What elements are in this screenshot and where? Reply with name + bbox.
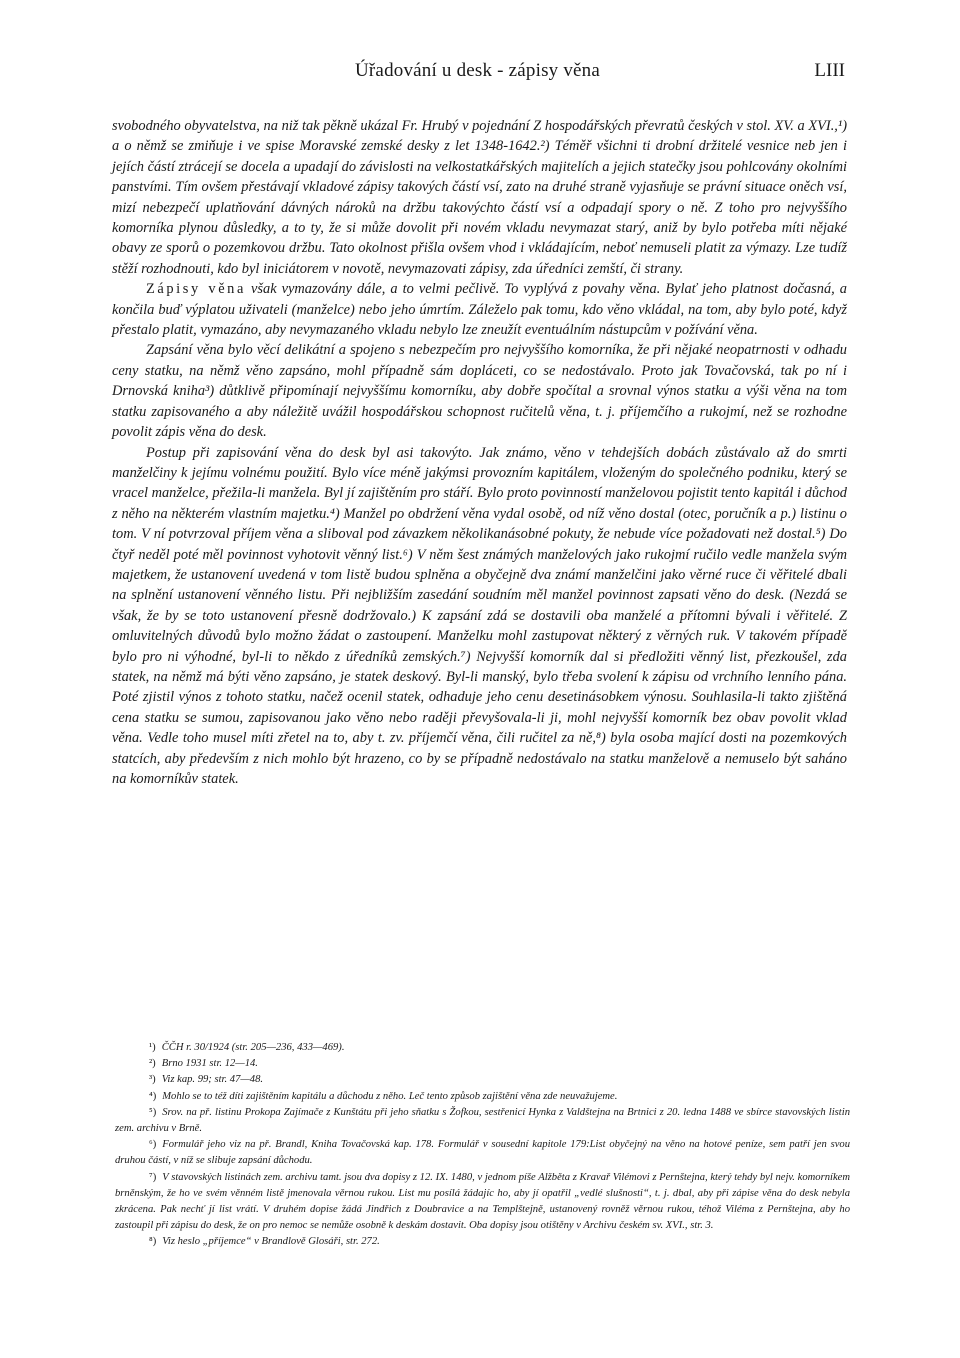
footnote-3 [115, 1072, 850, 1088]
footnote-mark: ³) [149, 1074, 156, 1086]
footnote-mark: ⁴) [149, 1090, 157, 1102]
footnote-5 [115, 1105, 850, 1137]
paragraph-1: svobodného obyvatelstva, na niž tak pěkně ukázal Fr. Hrubý v pojednání Z hospodářských převratů českých v stol. XV. a XVI.,¹) a o němž se zmiňuje i ve spise Moravské zemské desky z let 1348-1642.²) Téměř všichni ti drobní držitelé vesnice neb jen i jejích částí ztrácejí se docela a upadají do závislosti na velkostatkářských majitelích a jejich statečky jsou pohlcovány okolními panstvími. Tím ovšem přestávají vkladové zápisy takových částí vsí, zato na druhé straně vyjasňuje se právní situace oněch vsí, mizí nebezpečí uplatňování dávných nároků na držbu takovýchto částí vsí a odpadají spory o ně. Z toho pro nejvyššího komorníka plynou důsledky, a to ty, že si může dovolit při novém vkladu nevymazat starý, aniž by bylo potřeba míti nějaké obavy ze sporů o pozemkovou držbu. Tato okolnost přišla ovšem vhod i vkládajícím, neboť nemuseli platit za výmazy. Lze tudíž stěží rozhodnouti, kdo byl iniciátorem v novotě, nevymazovati zápisy, zda úředníci zemští, či strany. [112, 118, 847, 277]
running-head [110, 56, 845, 90]
footnote-mark: ⁵) [149, 1106, 157, 1118]
paragraph-2-lead: Zápisy věna [146, 281, 246, 298]
paragraph-4: Postup při zapisování věna do desk byl asi takovýto. Jak známo, věno v tehdejších dobách zůstávalo až do smrti manželčiny k jejímu volnému použití. Bylo více méně jakýmsi provozním kapitálem, vloženým do společného podniku, který se vracel manželce, přežila-li manžela. Byl jí zajištěním pro stáří. Bylo proto povinností manželovou pojistit tento kapitál i důchod z něho na některém vlastním majetku.⁴) Manžel po obdržení věna vydal osobě, od níž věno dostal (otec, poručník a p.) listinu o tom. V ní potvrzoval příjem věna a sliboval pod závazkem několikanásobné pokuty, že nebude více požadovati než dostal.⁵) Do čtyř neděl poté měl povinnost vyhotovit věnný list.⁶) V něm šest známých manželových jako rukojmí ručilo vedle manžela svým majetkem, že ustanovení uvedená v tom listě budou splněna a obyčejně dva známí manželčini jako věrné ruce či věřitelé dbali na splnění ustanovení věnného listu. Při nejbližším zasedání soudním měl manžel povinnost zapsati věno do desk. (Nezdá se však, že by se toto ustanovení přesně dodržovalo.) K zapsání zdá se dostavili oba manželé a přítomni bývali i věřitelé. Z omluvitelných důvodů bylo možno žádat o zastoupení. Manželku mohl zastupovat některý z věrných ruk. V takovém případě bylo pro ni výhodné, byl-li to někdo z úředníků zemských.⁷) Nejvyšší komorník dal si předložiti věnný list, přezkoušel, zda statek, na němž má býti věno zapsáno, je statek deskový. Byl-li manský, bylo třeba svolení k zápisu od vrchního lenního pána. Poté zjistil výnos z tohoto statku, načež ocenil statek, odhaduje jeho cenu desetinásobkem výnosu. Souhlasila-li takto zjištěná cena statku se sumou, zapisovanou jako věno nebo raději převyšovala-li ji, mohl nejvyšší komorník bez obav povolit vklad věna. Vedle toho musel míti zřetel na to, aby t. zv. příjemčí věna, čili ručitel za ně,⁸) byla osoba mající dosti na pozemkových statcích, aby především z nich mohlo být hrazeno, co by se případně nedostávalo na statku manželově a nemuselo být saháno na komorníkův statek. [112, 444, 847, 787]
body-text [112, 116, 847, 789]
footnote-6 [115, 1137, 850, 1169]
footnote-text: Mohlo se to též díti zajištěním kapitálu a důchodu z něho. Leč tento způsob zajištění věna zde neuvažujeme. [162, 1090, 618, 1102]
footnote-mark: ²) [149, 1058, 156, 1070]
footnote-8 [115, 1234, 850, 1250]
footnote-text: Srov. na př. listinu Prokopa Zajímače z Kunštátu při jeho sňatku s Žofkou, sestřenicí Hynka z Valdštejna na Brtnici z 20. ledna 1488 ve sbírce stavovských listin zem. archivu v Brně. [115, 1106, 850, 1135]
paragraph-2-text: však vymazovány dále, a to velmi pečlivě. To vyplývá z povahy věna. Bylať jeho platnost dočasná, a končila buď výplatou uživateli (manželce) nebo jeho úmrtím. Záleželo pak tomu, kdo věno vkládal, na tom, aby bylo poté, když přestalo platit, vymazáno, aby nevymazaného vkladu nebylo lze zneužít eventuálním nástupcům v požívání věna. [112, 281, 847, 339]
footnote-mark: ¹) [149, 1042, 156, 1053]
footnote-mark: ⁸) [149, 1236, 157, 1248]
footnote-mark: ⁶) [149, 1139, 157, 1151]
footnote-text: Formulář jeho viz na př. Brandl, Kniha Tovačovská kap. 178. Formulář v sousední kapitole 179:List obyčejný na věno na hotové peníze, sem patří jen svou druhou částí, v níž se slibuje zapsání důchodu. [115, 1139, 850, 1167]
footnote-text: V stavovských listinách zem. archivu tamt. jsou dva dopisy z 12. IX. 1480, v jednom píše Alžběta z Kravař Vilémovi z Pernštejna, který tehdy byl nejv. komorníkem brněnským, že ho ve svém věnném listě jmenovala věrnou rukou. List mu posílá žádajíc ho, aby jí opatřil „vedlé slušnosti“, t. j. dbal, aby při zápise věna do desk nebyla zkrácena. Pak nechť jí list vrátí. V druhém dopise žádá Jindřich z Doubravice a na Templštejně, ustanovený rovněž věrnou rukou, téhož Viléma z Pernštejna, aby ho zastoupil při zápisu do desk, že on pro nemoc se nemůže osobně k deskám dostavit. Oba dopisy jsou otištěny v Archivu českém sv. XVI., str. 3. [115, 1171, 850, 1232]
footnote-2 [115, 1056, 850, 1072]
footnote-text: Brno 1931 str. 12—14. [161, 1058, 258, 1070]
footnote-1 [115, 1040, 850, 1056]
footnote-mark: ⁷) [149, 1171, 157, 1183]
footnotes [115, 1040, 850, 1251]
page-number: LIII [814, 60, 845, 81]
footnote-text: Viz heslo „příjemce“ v Brandlově Glosáři, str. 272. [162, 1236, 380, 1248]
footnote-text: Viz kap. 99; str. 47—48. [161, 1074, 264, 1086]
paragraph-2 [112, 279, 847, 340]
footnote-7 [115, 1170, 850, 1235]
footnote-text: ČČH r. 30/1924 (str. 205—236, 433—469). [161, 1042, 345, 1053]
running-title: Úřadování u desk - zápisy věna [354, 60, 600, 81]
paragraph-3: Zapsání věna bylo věcí delikátní a spojeno s nebezpečím pro nejvyššího komorníka, že při nějaké neopatrnosti v odhadu ceny statku, na němž věno zapsáno, mohl případně sám dopláceti, co se nedostávalo. Proto jak Tovačovská, tak po ní i Drnovská kniha³) důtklivě připomínají nejvyššímu komorníku, aby dobře spočítal a srovnal výnos statku a výši věna na tom statku zapisovaného a aby náležitě uvážil hospodářskou schopnost ručitelů věna, t. j. příjemčího a rukojmí, než se rozhodne povolit zápis věna do desk. [112, 342, 847, 441]
footnote-4 [115, 1089, 850, 1105]
